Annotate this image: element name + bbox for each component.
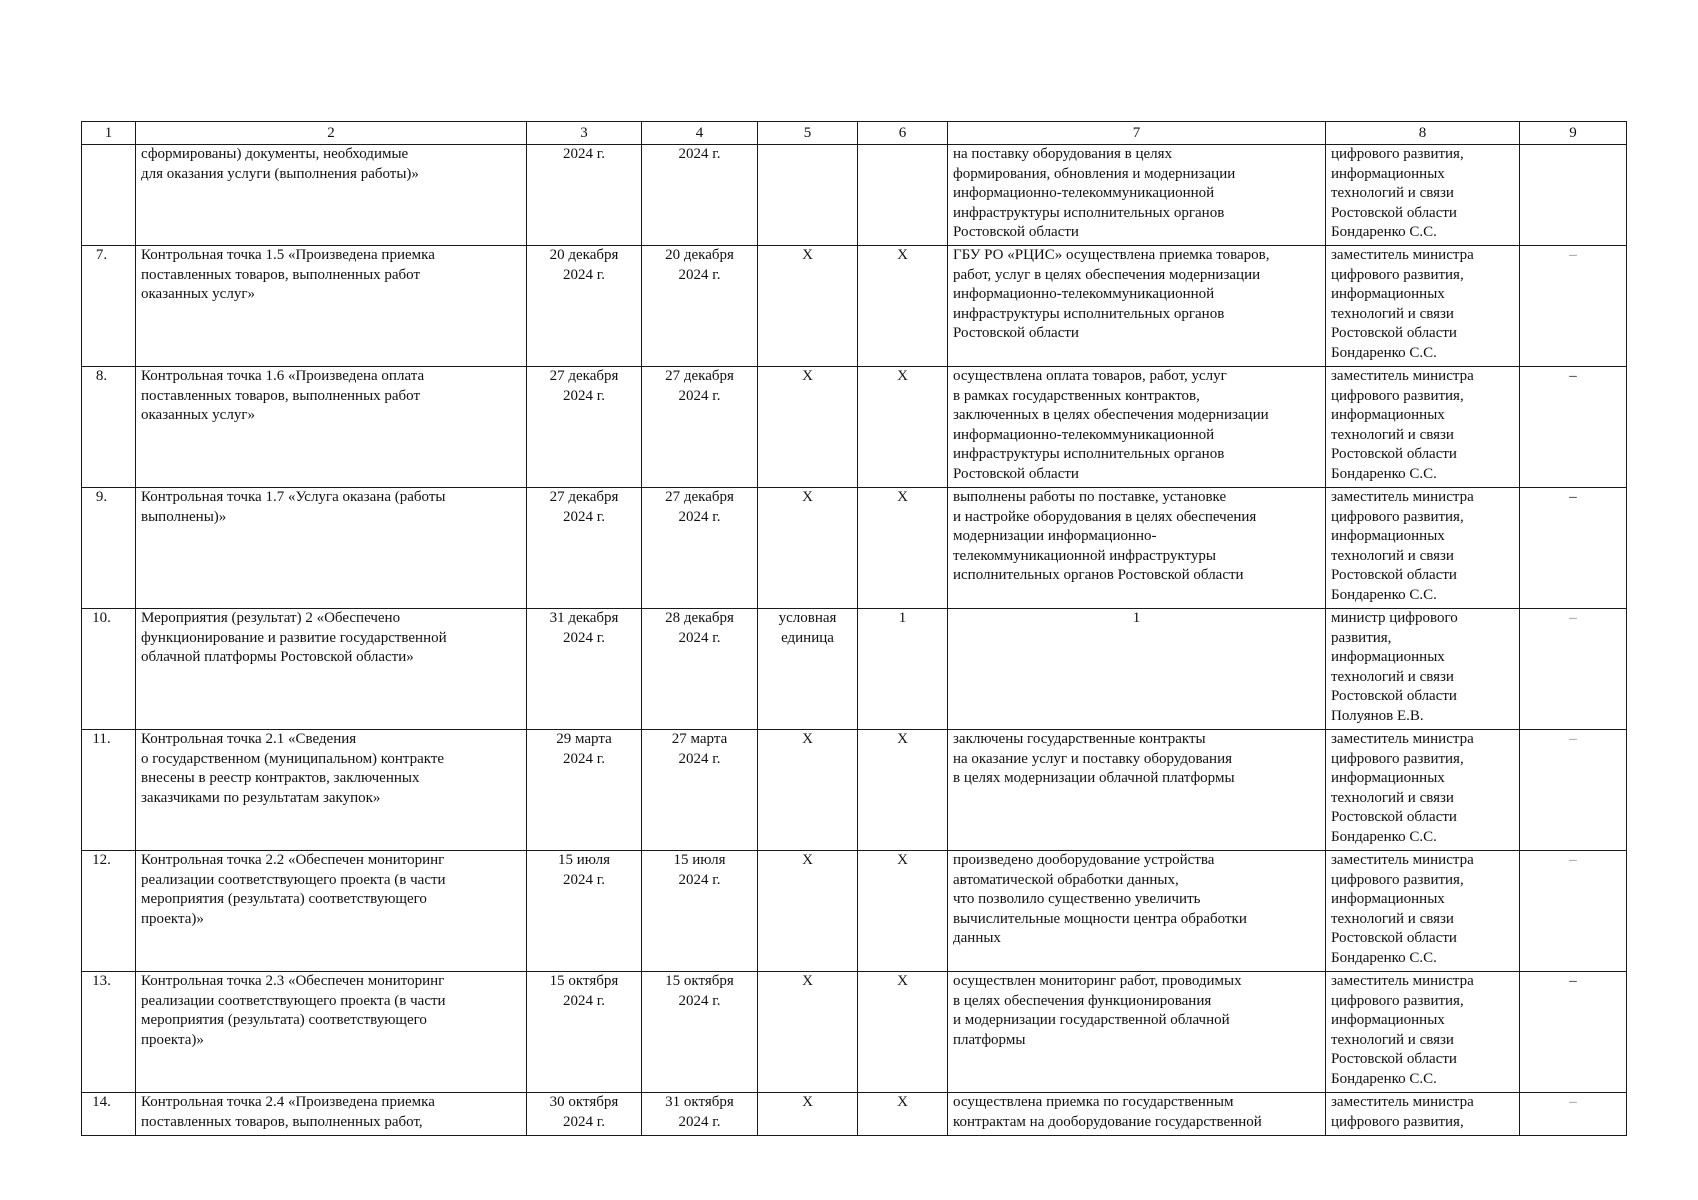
- row-number: 7.: [82, 246, 136, 367]
- column-header-2: 2: [136, 122, 527, 145]
- unit-of-measure: X: [758, 367, 858, 488]
- plan-date: 20 декабря 2024 г.: [527, 246, 642, 367]
- fact-date: 2024 г.: [642, 145, 758, 246]
- fact-date: 15 июля 2024 г.: [642, 851, 758, 972]
- plan-value: X: [858, 1093, 948, 1136]
- column-header-3: 3: [527, 122, 642, 145]
- control-points-table: [81, 121, 1627, 1136]
- row-number: 14.: [82, 1093, 136, 1136]
- table-row: [82, 730, 1627, 851]
- fact-date: 27 декабря 2024 г.: [642, 488, 758, 609]
- result-description: заключены государственные контракты на оказание услуг и поставку оборудования в целях модернизации облачной платформы: [948, 730, 1326, 851]
- unit-of-measure: X: [758, 730, 858, 851]
- plan-value: X: [858, 488, 948, 609]
- event-name: Контрольная точка 1.6 «Произведена оплата поставленных товаров, выполненных работ оказанных услуг»: [136, 367, 527, 488]
- plan-date: 29 марта 2024 г.: [527, 730, 642, 851]
- table-row: [82, 851, 1627, 972]
- note-dash: –: [1520, 488, 1627, 609]
- plan-date: 30 октября 2024 г.: [527, 1093, 642, 1136]
- row-number: 11.: [82, 730, 136, 851]
- note-dash: –: [1520, 367, 1627, 488]
- column-header-9: 9: [1520, 122, 1627, 145]
- plan-value: X: [858, 972, 948, 1093]
- table-row: [82, 609, 1627, 730]
- column-header-1: 1: [82, 122, 136, 145]
- note-dash: –: [1520, 609, 1627, 730]
- unit-of-measure: X: [758, 1093, 858, 1136]
- result-description: выполнены работы по поставке, установке и настройке оборудования в целях обеспечения модернизации информационно- телекоммуникационной инфраструктуры исполнительных органов Ростовской области: [948, 488, 1326, 609]
- event-name: Контрольная точка 1.5 «Произведена приемка поставленных товаров, выполненных работ оказанных услуг»: [136, 246, 527, 367]
- responsible-person: заместитель министра цифрового развития, информационных технологий и связи Ростовской области Бондаренко С.С.: [1326, 851, 1520, 972]
- event-name: Мероприятия (результат) 2 «Обеспечено функционирование и развитие государственной облачной платформы Ростовской области»: [136, 609, 527, 730]
- responsible-person: заместитель министра цифрового развития, информационных технологий и связи Ростовской области Бондаренко С.С.: [1326, 367, 1520, 488]
- result-description: ГБУ РО «РЦИС» осуществлена приемка товаров, работ, услуг в целях обеспечения модернизации информационно-телекоммуникационной инфраструктуры исполнительных органов Ростовской области: [948, 246, 1326, 367]
- table-row: [82, 1093, 1627, 1136]
- plan-value: X: [858, 246, 948, 367]
- fact-date: 27 марта 2024 г.: [642, 730, 758, 851]
- event-name: Контрольная точка 2.2 «Обеспечен мониторинг реализации соответствующего проекта (в части мероприятия (результата) соответствующего проекта)»: [136, 851, 527, 972]
- table-row: [82, 488, 1627, 609]
- event-name: Контрольная точка 2.1 «Сведения о государственном (муниципальном) контракте внесены в реестр контрактов, заключенных заказчиками по результатам закупок»: [136, 730, 527, 851]
- plan-date: 27 декабря 2024 г.: [527, 367, 642, 488]
- row-number: 9.: [82, 488, 136, 609]
- plan-value: 1: [858, 609, 948, 730]
- responsible-person: заместитель министра цифрового развития, информационных технологий и связи Ростовской области Бондаренко С.С.: [1326, 488, 1520, 609]
- responsible-person: министр цифрового развития, информационных технологий и связи Ростовской области Полуянов Е.В.: [1326, 609, 1520, 730]
- note-dash: –: [1520, 1093, 1627, 1136]
- column-number-row: [82, 122, 1627, 145]
- row-number: [82, 145, 136, 246]
- plan-date: 27 декабря 2024 г.: [527, 488, 642, 609]
- result-description: на поставку оборудования в целях формирования, обновления и модернизации информационно-телекоммуникационной инфраструктуры исполнительных органов Ростовской области: [948, 145, 1326, 246]
- event-name: Контрольная точка 2.4 «Произведена приемка поставленных товаров, выполненных работ,: [136, 1093, 527, 1136]
- result-description: осуществлена приемка по государственным контрактам на дооборудование государственной: [948, 1093, 1326, 1136]
- unit-of-measure: X: [758, 972, 858, 1093]
- responsible-person: заместитель министра цифрового развития, информационных технологий и связи Ростовской области Бондаренко С.С.: [1326, 246, 1520, 367]
- plan-value: [858, 145, 948, 246]
- fact-date: 15 октября 2024 г.: [642, 972, 758, 1093]
- event-name: Контрольная точка 1.7 «Услуга оказана (работы выполнены)»: [136, 488, 527, 609]
- result-description: осуществлена оплата товаров, работ, услуг в рамках государственных контрактов, заключенных в целях обеспечения модернизации информационно-телекоммуникационной инфраструктуры исполнительных органов Ростовской области: [948, 367, 1326, 488]
- fact-date: 20 декабря 2024 г.: [642, 246, 758, 367]
- unit-of-measure: X: [758, 488, 858, 609]
- plan-value: X: [858, 730, 948, 851]
- column-header-8: 8: [1326, 122, 1520, 145]
- table-row: [82, 145, 1627, 246]
- plan-date: 31 декабря 2024 г.: [527, 609, 642, 730]
- table-row: [82, 246, 1627, 367]
- responsible-person: заместитель министра цифрового развития,: [1326, 1093, 1520, 1136]
- plan-value: X: [858, 851, 948, 972]
- plan-value: X: [858, 367, 948, 488]
- result-description: 1: [948, 609, 1326, 730]
- plan-date: 15 октября 2024 г.: [527, 972, 642, 1093]
- row-number: 10.: [82, 609, 136, 730]
- column-header-7: 7: [948, 122, 1326, 145]
- result-description: осуществлен мониторинг работ, проводимых в целях обеспечения функционирования и модернизации государственной облачной платформы: [948, 972, 1326, 1093]
- note-dash: [1520, 145, 1627, 246]
- event-name: сформированы) документы, необходимые для оказания услуги (выполнения работы)»: [136, 145, 527, 246]
- column-header-6: 6: [858, 122, 948, 145]
- event-name: Контрольная точка 2.3 «Обеспечен мониторинг реализации соответствующего проекта (в части мероприятия (результата) соответствующего проекта)»: [136, 972, 527, 1093]
- unit-of-measure: X: [758, 851, 858, 972]
- unit-of-measure: X: [758, 246, 858, 367]
- fact-date: 28 декабря 2024 г.: [642, 609, 758, 730]
- table-row: [82, 972, 1627, 1093]
- column-header-4: 4: [642, 122, 758, 145]
- responsible-person: заместитель министра цифрового развития, информационных технологий и связи Ростовской области Бондаренко С.С.: [1326, 730, 1520, 851]
- table-row: [82, 367, 1627, 488]
- unit-of-measure: [758, 145, 858, 246]
- responsible-person: заместитель министра цифрового развития, информационных технологий и связи Ростовской области Бондаренко С.С.: [1326, 972, 1520, 1093]
- plan-date: 15 июля 2024 г.: [527, 851, 642, 972]
- row-number: 8.: [82, 367, 136, 488]
- note-dash: –: [1520, 851, 1627, 972]
- row-number: 13.: [82, 972, 136, 1093]
- note-dash: –: [1520, 730, 1627, 851]
- fact-date: 27 декабря 2024 г.: [642, 367, 758, 488]
- column-header-5: 5: [758, 122, 858, 145]
- fact-date: 31 октября 2024 г.: [642, 1093, 758, 1136]
- row-number: 12.: [82, 851, 136, 972]
- unit-of-measure: условная единица: [758, 609, 858, 730]
- note-dash: –: [1520, 972, 1627, 1093]
- note-dash: –: [1520, 246, 1627, 367]
- result-description: произведено дооборудование устройства автоматической обработки данных, что позволило существенно увеличить вычислительные мощности центра обработки данных: [948, 851, 1326, 972]
- responsible-person: цифрового развития, информационных технологий и связи Ростовской области Бондаренко С.С.: [1326, 145, 1520, 246]
- plan-date: 2024 г.: [527, 145, 642, 246]
